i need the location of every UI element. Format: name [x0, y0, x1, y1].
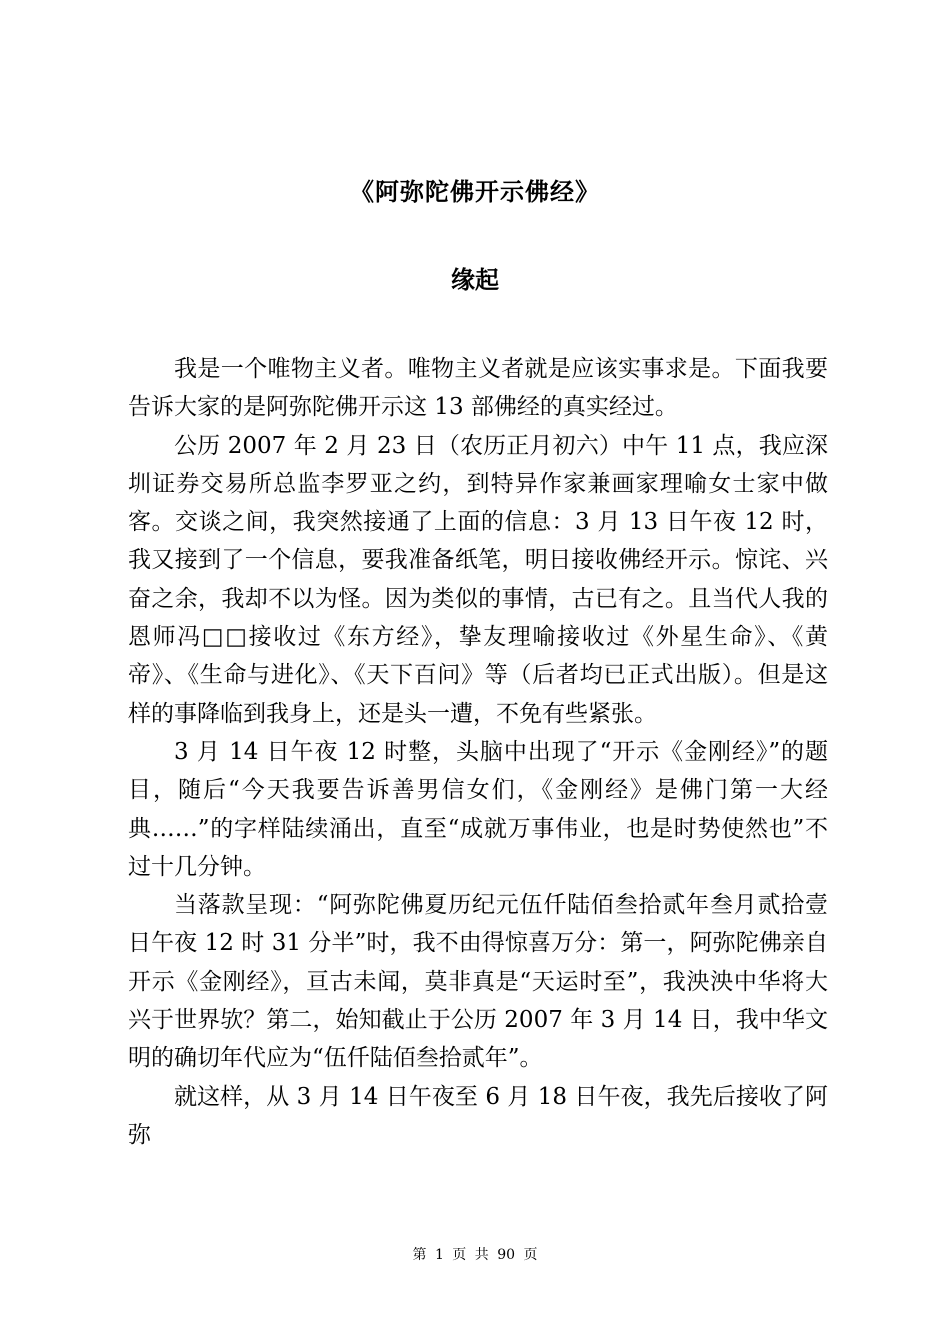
- paragraph: 公历 2007 年 2 月 23 日（农历正月初六）中午 11 点，我应深圳证券交易所总监李罗亚之约，到特异作家兼画家理喻女士家中做客。交谈之间，我突然接通了上面的信息：3 月 13 日午夜 12 时，我又接到了一个信息，要我准备纸笔，明日接收佛经开示。惊诧、兴奋之余，我却不以为怪。因为类似的事情，古已有之。且当代人我的恩师冯□□接收过《东方经》，挚友理喻接收过《外星生命》、《黄帝》、《生命与进化》、《天下百问》等（后者均已正式出版）。但是这样的事降临到我身上，还是头一遭，不免有些紧张。: [128, 432, 828, 727]
- body-text: [128, 350, 828, 1154]
- document-title: 《阿弥陀佛开示佛经》: [350, 177, 600, 206]
- section-title: 缘起: [451, 265, 499, 294]
- paragraph: 就这样，从 3 月 14 日午夜至 6 月 18 日午夜，我先后接收了阿弥: [128, 1083, 828, 1148]
- paragraph: 当落款呈现：“阿弥陀佛夏历纪元伍仟陆佰叁拾贰年叁月贰拾壹日午夜 12 时 31 分半”时，我不由得惊喜万分：第一，阿弥陀佛亲自开示《金刚经》，亘古未闻，莫非真是“天运时至”，我泱泱中华将大兴于世界欤？第二，始知截止于公历 2007 年 3 月 14 日，我中华文明的确切年代应为“伍仟陆佰叁拾贰年”。: [128, 892, 828, 1072]
- paragraph: 我是一个唯物主义者。唯物主义者就是应该实事求是。下面我要告诉大家的是阿弥陀佛开示这 13 部佛经的真实经过。: [128, 356, 828, 421]
- page-number-footer: 第 1 页 共 90 页: [412, 1247, 538, 1263]
- paragraph: 3 月 14 日午夜 12 时整，头脑中出现了“开示《金刚经》”的题目，随后“今天我要告诉善男信女们，《金刚经》是佛门第一大经典……”的字样陆续涌出，直至“成就万事伟业，也是时势使然也”不过十几分钟。: [128, 738, 828, 880]
